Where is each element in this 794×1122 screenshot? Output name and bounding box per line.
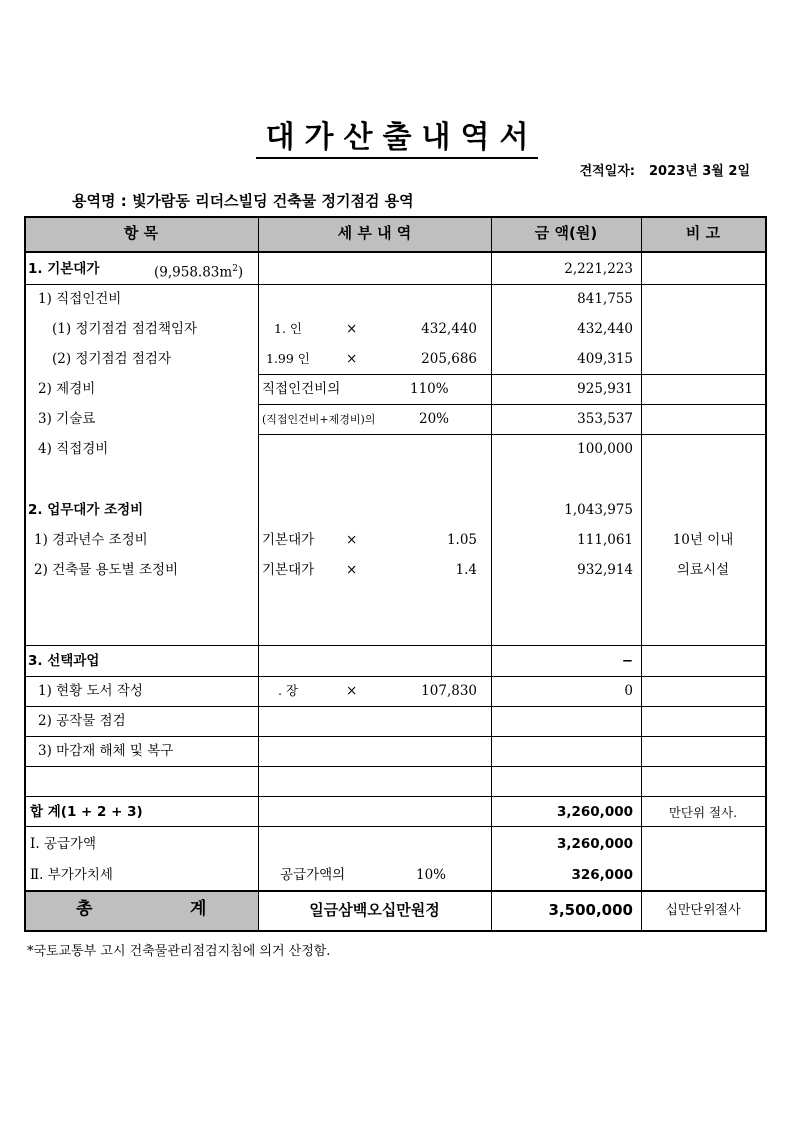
adjust2-times: ×	[346, 562, 358, 578]
supply-amount: 3,260,000	[556, 836, 633, 852]
basic-amount: 2,221,223	[564, 261, 633, 277]
overhead-desc: 직접인건비의	[262, 381, 341, 397]
labor1-qty: 1. 인	[274, 321, 302, 336]
tech-desc: (직접인건비+제경비)의	[262, 413, 376, 426]
optional-amount: −	[621, 653, 633, 669]
opt1-label: 1) 현황 도서 작성	[38, 683, 143, 699]
header-amount: 금 액(원)	[534, 224, 598, 242]
tech-amount: 353,537	[577, 411, 633, 427]
footnote: *국토교통부 고시 건축물관리점검지침에 의거 산정함.	[27, 944, 331, 959]
total-label-b: 계	[190, 899, 207, 919]
estimate-date: 견적일자: 2023년 3월 2일	[579, 164, 750, 179]
subtotal-note: 만단위 절사.	[668, 805, 738, 820]
adjust-amount: 1,043,975	[564, 502, 633, 518]
adjust1-desc: 기본대가	[262, 532, 315, 548]
labor-label: 1) 직접인건비	[38, 291, 122, 307]
labor1-times: ×	[346, 321, 358, 337]
vat-rate: 10%	[416, 867, 447, 883]
labor-amount: 841,755	[577, 291, 633, 307]
opt1-qty: . 장	[278, 683, 299, 698]
basic-label: 1. 기본대가	[28, 261, 100, 277]
adjust1-label: 1) 경과년수 조정비	[34, 532, 148, 548]
vat-desc: 공급가액의	[280, 867, 346, 883]
adjust1-amount: 111,061	[577, 532, 633, 548]
service-name: 용역명 : 빛가람동 리더스빌딩 건축물 정기점검 용역	[72, 192, 414, 210]
total-words: 일금삼백오십만원정	[309, 901, 440, 919]
vat-label: Ⅱ. 부가가치세	[30, 867, 113, 883]
adjust2-note: 의료시설	[676, 562, 730, 578]
opt1-times: ×	[346, 683, 358, 699]
subtotal-amount: 3,260,000	[556, 804, 633, 820]
total-note: 십만단위절사	[665, 903, 741, 918]
header-detail: 세 부 내 역	[337, 224, 412, 242]
adjust2-factor: 1.4	[455, 562, 477, 578]
overhead-label: 2) 제경비	[38, 381, 96, 397]
adjust2-amount: 932,914	[577, 562, 633, 578]
opt1-amount: 0	[624, 683, 633, 699]
opt3-label: 3) 마감재 해체 및 복구	[38, 743, 174, 759]
tech-rate: 20%	[419, 411, 450, 427]
adjust1-times: ×	[346, 532, 358, 548]
header-item: 항 목	[123, 224, 159, 242]
opt2-label: 2) 공작물 점검	[38, 713, 126, 729]
opt1-unit: 107,830	[421, 683, 477, 699]
adjust2-label: 2) 건축물 용도별 조정비	[34, 562, 179, 578]
labor2-times: ×	[346, 351, 358, 367]
labor2-unit: 205,686	[421, 351, 477, 367]
labor1-unit: 432,440	[421, 321, 477, 337]
tech-label: 3) 기술료	[38, 411, 96, 427]
header-note: 비 고	[685, 224, 721, 242]
labor2-label: (2) 정기점검 점검자	[52, 351, 171, 367]
overhead-amount: 925,931	[577, 381, 633, 397]
page-title: 대가산출내역서	[0, 112, 794, 156]
supply-label: Ⅰ. 공급가액	[30, 836, 97, 852]
overhead-rate: 110%	[410, 381, 449, 397]
adjust1-note: 10년 이내	[672, 532, 734, 548]
direct-label: 4) 직접경비	[38, 441, 109, 457]
direct-amount: 100,000	[577, 441, 633, 457]
adjust1-factor: 1.05	[446, 532, 477, 548]
optional-label: 3. 선택과업	[28, 653, 100, 669]
total-amount: 3,500,000	[548, 901, 633, 919]
labor2-amount: 409,315	[577, 351, 633, 367]
labor1-label: (1) 정기점검 점검책임자	[52, 321, 198, 337]
labor1-amount: 432,440	[577, 321, 633, 337]
total-label-a: 총	[76, 899, 93, 919]
adjust2-desc: 기본대가	[262, 562, 315, 578]
subtotal-label: 합 계(1 + 2 + 3)	[30, 804, 143, 820]
vat-amount: 326,000	[571, 867, 633, 883]
labor2-qty: 1.99 인	[266, 351, 310, 366]
adjust-label: 2. 업무대가 조정비	[28, 502, 144, 518]
cost-table	[24, 216, 765, 930]
basic-area: $(9,958.83m^2)$	[154, 264, 244, 281]
